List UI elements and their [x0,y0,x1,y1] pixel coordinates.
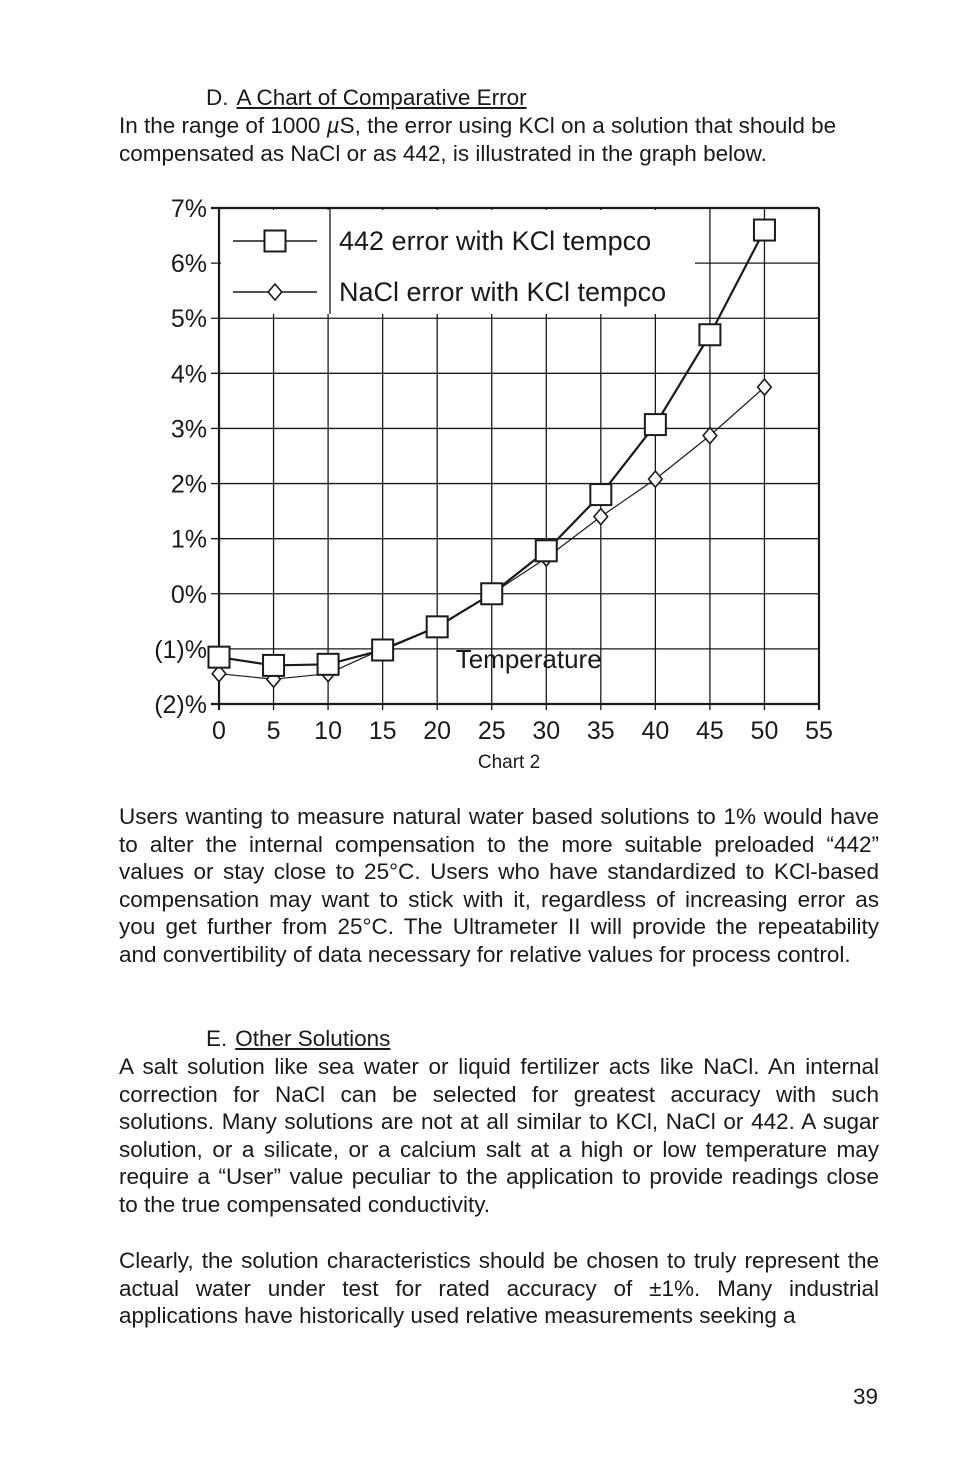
x-tick-label: 55 [805,717,833,745]
x-tick-label: 0 [212,717,226,745]
x-tick-label: 30 [532,717,561,745]
data-point-diamond [594,509,608,525]
section-e-body-text: A salt solution like sea water or liquid fertilizer acts like NaCl. An internal correction for NaCl can be selected for greatest accuracy with such solutions. Many solutions are not at all similar to KCl, NaCl or 442. A sugar solution, or a silicate, or a calcium salt at a high or low temperature may require a “User” value peculiar to the application to provide readings close to the true compensated conductivity. [119,1054,879,1217]
y-tick-label: (2)% [154,691,207,719]
x-tick-label: 20 [423,717,452,745]
section-d-intro [119,112,889,167]
x-tick-label: 25 [477,717,506,745]
legend-label: 442 error with KCl tempco [339,226,652,256]
legend-marker-square [265,231,286,252]
section-d-title: A Chart of Comparative Error [236,85,527,110]
y-tick-label: 7% [170,195,207,223]
x-tick-label: 50 [750,717,779,745]
y-tick-label: 4% [170,360,207,389]
data-point-square [263,655,284,676]
section-e-number: E. [206,1026,228,1051]
y-tick-label: 2% [170,470,207,499]
data-point-diamond [758,379,772,395]
data-point-square [754,220,775,241]
y-tick-label: (1)% [154,635,207,664]
y-tick-label: 1% [170,525,207,554]
data-point-square [645,414,666,435]
y-tick-label: 3% [170,415,207,444]
y-tick-label: 6% [170,250,207,279]
data-point-square [427,616,448,637]
intro-text-b: S, the error using KCl on a solution that should be compensated as NaCl or as 442, is illustrated in the graph below. [119,113,837,166]
x-tick-label: 40 [641,717,670,745]
section-d-number: D. [206,85,229,110]
comparative-error-chart [135,190,855,750]
intro-text-a: In the range of 1000 [119,113,327,138]
chart-caption: Chart 2 [477,752,541,773]
section-d-heading [206,84,527,111]
data-point-square [318,654,339,675]
section-e-heading [206,1025,390,1052]
paragraph-clearly [119,1247,879,1330]
x-tick-label: 45 [696,717,724,745]
data-point-diamond [703,428,717,444]
data-point-square [209,647,230,668]
x-tick-label: 35 [586,717,615,745]
intro-unit-mu: µ [326,113,340,138]
data-point-square [536,540,557,561]
x-axis-label: Temperature [455,644,602,675]
data-point-diamond [649,471,663,487]
section-e-body [119,1053,879,1218]
x-tick-label: 5 [266,717,281,745]
y-tick-label: 5% [170,305,207,334]
section-e-title: Other Solutions [235,1026,391,1051]
data-point-square [481,583,502,604]
data-point-square [372,639,393,660]
paragraph-clearly-text: Clearly, the solution characteristics should be chosen to truly represent the actual water under test for rated accuracy of ±1%. Many industrial applications have historically used relative measurements seeking a [119,1248,879,1328]
paragraph-users [119,803,879,968]
y-tick-label: 0% [170,580,207,609]
data-point-square [699,324,720,345]
page-number: 39 [852,1384,878,1409]
x-tick-label: 15 [368,717,397,745]
paragraph-users-text: Users wanting to measure natural water based solutions to 1% would have to alter the internal compensation to the more suitable preloaded “442” values or stay close to 25°C. Users who have standardized to KCl-based compensation may want to stick with it, regardless of increasing error as you get further from 25°C. The Ultrameter II will provide the repeatability and convertibility of data necessary for relative values for process control. [119,804,879,967]
legend-label: NaCl error with KCl tempco [339,277,667,307]
data-point-square [590,484,611,505]
x-tick-label: 10 [314,717,342,745]
